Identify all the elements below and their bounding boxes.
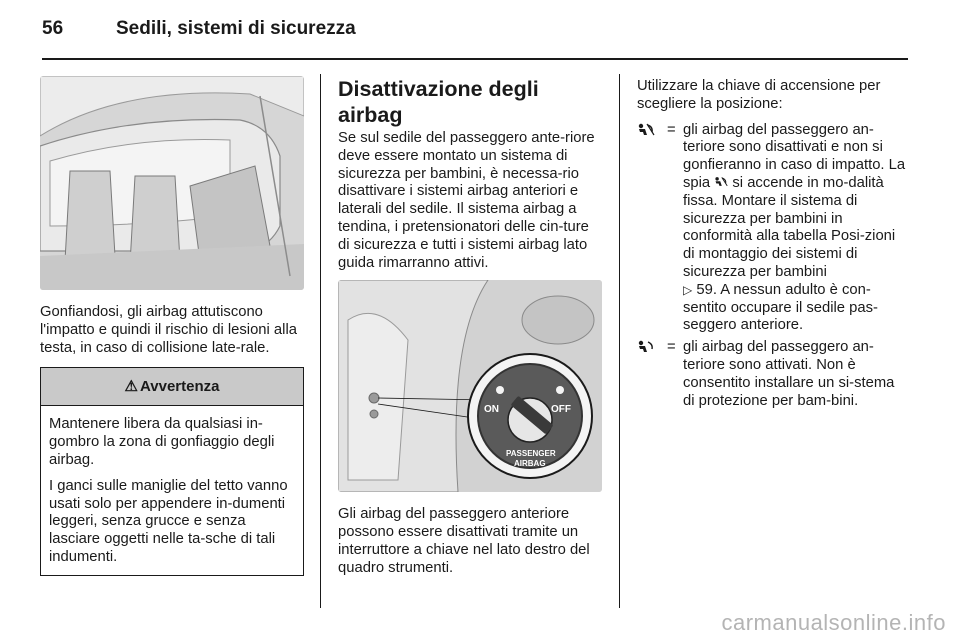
airbag-off-text-2: si accende in mo-dalità fissa. Montare il sistema di sicurezza per bambini in conformità alla tabella Posi-zioni di montaggio dei sistemi di sicurezza per bambini — [683, 174, 896, 280]
switch-passenger-label: PASSENGER — [506, 449, 556, 459]
airbag-off-icon — [637, 122, 667, 336]
airbag-on-icon — [637, 339, 667, 410]
key-switch-caption: Gli airbag del passeggero anteriore possono essere disattivati tramite un interruttore a chiave nel lato destro del quadro strumenti. — [338, 506, 590, 576]
page-header — [42, 18, 922, 48]
section-title: Disattivazione degli airbag — [338, 77, 539, 127]
warning-triangle-icon: ⚠ — [124, 377, 138, 395]
airbag-on-description: gli airbag del passeggero an-teriore sono attivati. Non è consentito installare un si-stema di protezione per bam-bini. — [683, 339, 895, 409]
header-rule — [42, 58, 908, 60]
airbag-off-text-3: 59. A nessun adulto è con-sentito occupare il sedile pas-seggero anteriore. — [683, 281, 878, 334]
warning-body — [41, 406, 303, 574]
switch-airbag-label: AIRBAG — [514, 459, 546, 469]
warning-paragraph: I ganci sulle maniglie del tetto vanno usati solo per appendere in-dumenti leggeri, senza grucce e senza lasciare oggetti nelle ta-sche di tali indumenti. — [49, 477, 288, 565]
column-divider-2 — [619, 74, 620, 608]
warning-paragraph: Mantenere libera da qualsiasi in-gombro la zona di gonfiaggio degli airbag. — [49, 416, 275, 468]
warning-title: Avvertenza — [139, 377, 220, 395]
definition-airbag-off — [637, 122, 909, 336]
airbag-off-text-1: gli airbag del passeggero an-teriore sono disattivati e non si gonfieranno in caso di impatto. La spia — [683, 121, 906, 191]
airbag-off-description — [683, 122, 909, 336]
switch-on-label: ON — [484, 404, 499, 416]
warning-header — [41, 368, 303, 406]
airbag-key-switch-illustration — [338, 280, 602, 492]
switch-off-label: OFF — [551, 404, 571, 416]
page-number: 56 — [42, 18, 64, 39]
equals-sign: = — [667, 121, 676, 138]
column-divider-1 — [320, 74, 321, 608]
watermark: carmanualsonline.info — [721, 610, 946, 635]
equals-sign: = — [667, 339, 676, 356]
warning-box — [40, 367, 304, 575]
column-2 — [338, 76, 602, 578]
inline-airbag-off-icon — [714, 175, 728, 191]
car-interior-curtain-airbag-illustration — [40, 76, 304, 290]
chapter-title: Sedili, sistemi di sicurezza — [116, 18, 356, 39]
position-intro: Utilizzare la chiave di accensione per scegliere la posizione: — [637, 78, 881, 112]
definition-airbag-on — [637, 339, 909, 410]
column-1 — [40, 76, 304, 576]
deactivation-intro: Se sul sedile del passeggero ante-riore deve essere montato un sistema di sicurezza per bambini, è necessa-rio disattivare i sistemi airbag anteriori e laterali del sedile. Il sistema airbag a tendina, i pretensionatori delle cin-ture di sicurezza e tutti i sistemi airbag lato guida rimarranno attivi. — [338, 130, 595, 271]
column-3 — [637, 78, 909, 410]
page-reference-arrow-icon: ▷ — [683, 282, 693, 297]
curtain-airbag-caption: Gonfiandosi, gli airbag attutiscono l'impatto e quindi il rischio di lesioni alla testa, in caso di collisione late-rale. — [40, 304, 297, 356]
